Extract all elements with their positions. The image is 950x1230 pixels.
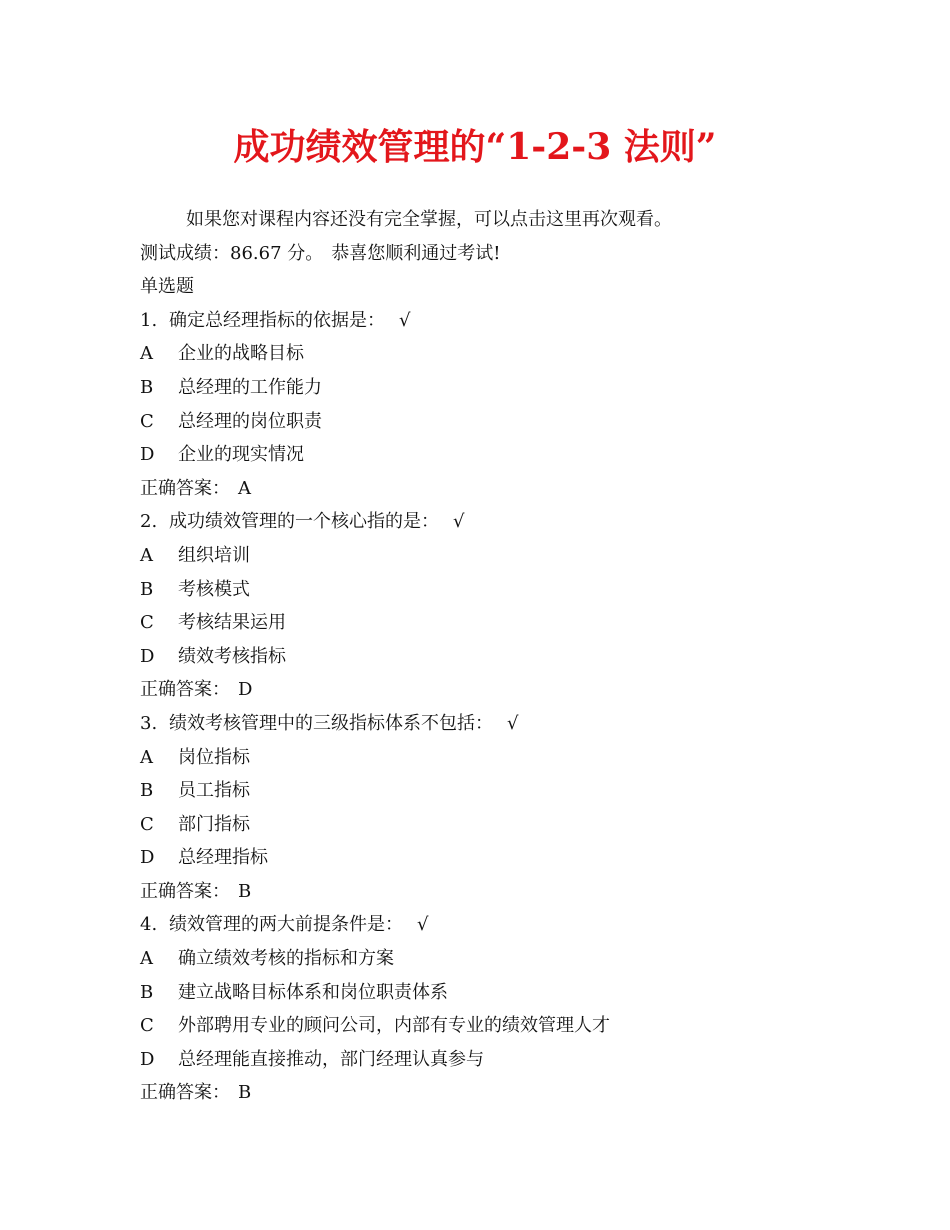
correct-answer	[140, 673, 840, 707]
question-number: 1.	[140, 309, 158, 331]
option-b	[140, 774, 840, 808]
question-number: 2.	[140, 511, 158, 533]
score-label: 测试成绩：86.67 分。	[140, 242, 324, 264]
score-message: 恭喜您顺利通过考试!	[331, 242, 501, 264]
option-c	[140, 808, 840, 842]
correct-answer	[140, 875, 840, 909]
option-text: 部门指标	[178, 813, 250, 835]
option-letter: D	[140, 645, 155, 667]
answer-value: D	[238, 679, 253, 701]
page-title: 成功绩效管理的“1-2-3 法则”	[233, 126, 717, 168]
question-text: 绩效考核管理中的三级指标体系不包括：	[169, 712, 493, 734]
option-text: 考核结果运用	[178, 612, 286, 634]
option-a	[140, 337, 840, 371]
option-text: 总经理能直接推动，部门经理认真参与	[178, 1048, 484, 1070]
check-mark-icon: √	[417, 914, 429, 936]
option-text: 总经理指标	[178, 847, 268, 869]
option-text: 建立战略目标体系和岗位职责体系	[178, 981, 448, 1003]
quiz-content	[140, 203, 840, 1110]
check-mark-icon: √	[399, 309, 411, 331]
section-label: 单选题	[140, 276, 194, 298]
option-a	[140, 741, 840, 775]
option-letter: B	[140, 780, 154, 802]
option-letter: D	[140, 444, 155, 466]
option-d	[140, 841, 840, 875]
option-b	[140, 976, 840, 1010]
option-d	[140, 1043, 840, 1077]
answer-value: B	[238, 880, 252, 902]
answer-value: B	[238, 1082, 252, 1104]
option-a	[140, 539, 840, 573]
question-2	[140, 505, 840, 539]
option-letter: C	[140, 612, 154, 634]
option-text: 确立绩效考核的指标和方案	[178, 948, 394, 970]
option-letter: B	[140, 981, 154, 1003]
answer-value: A	[238, 477, 251, 499]
option-text: 外部聘用专业的顾问公司，内部有专业的绩效管理人才	[178, 1015, 610, 1037]
option-c	[140, 606, 840, 640]
option-letter: D	[140, 1048, 155, 1070]
question-1	[140, 304, 840, 338]
answer-label: 正确答案：	[140, 679, 230, 701]
option-text: 绩效考核指标	[178, 645, 286, 667]
answer-label: 正确答案：	[140, 1082, 230, 1104]
option-text: 企业的战略目标	[178, 343, 304, 365]
option-letter: C	[140, 813, 154, 835]
option-text: 考核模式	[178, 578, 250, 600]
question-3	[140, 707, 840, 741]
question-list	[140, 304, 840, 1110]
intro-text[interactable]: 如果您对课程内容还没有完全掌握，可以点击这里再次观看。	[186, 209, 672, 230]
option-b	[140, 371, 840, 405]
option-text: 总经理的岗位职责	[178, 410, 322, 432]
option-letter: A	[140, 343, 153, 365]
correct-answer	[140, 1076, 840, 1110]
check-mark-icon: √	[507, 712, 519, 734]
option-c	[140, 1009, 840, 1043]
question-number: 3.	[140, 712, 158, 734]
correct-answer	[140, 472, 840, 506]
option-d	[140, 640, 840, 674]
option-letter: A	[140, 544, 153, 566]
option-letter: B	[140, 376, 154, 398]
option-d	[140, 438, 840, 472]
question-text: 确定总经理指标的依据是：	[169, 309, 385, 331]
answer-label: 正确答案：	[140, 880, 230, 902]
option-c	[140, 405, 840, 439]
question-4	[140, 908, 840, 942]
option-text: 岗位指标	[178, 746, 250, 768]
option-b	[140, 573, 840, 607]
score-line	[140, 237, 840, 271]
option-text: 员工指标	[178, 780, 250, 802]
option-text: 企业的现实情况	[178, 444, 304, 466]
option-text: 总经理的工作能力	[178, 376, 322, 398]
check-mark-icon: √	[453, 511, 465, 533]
option-text: 组织培训	[178, 544, 250, 566]
option-a	[140, 942, 840, 976]
option-letter: A	[140, 948, 153, 970]
option-letter: B	[140, 578, 154, 600]
answer-label: 正确答案：	[140, 477, 230, 499]
option-letter: D	[140, 847, 155, 869]
option-letter: C	[140, 1015, 154, 1037]
option-letter: C	[140, 410, 154, 432]
question-number: 4.	[140, 914, 158, 936]
question-text: 成功绩效管理的一个核心指的是：	[169, 511, 439, 533]
option-letter: A	[140, 746, 153, 768]
question-text: 绩效管理的两大前提条件是：	[169, 914, 403, 936]
